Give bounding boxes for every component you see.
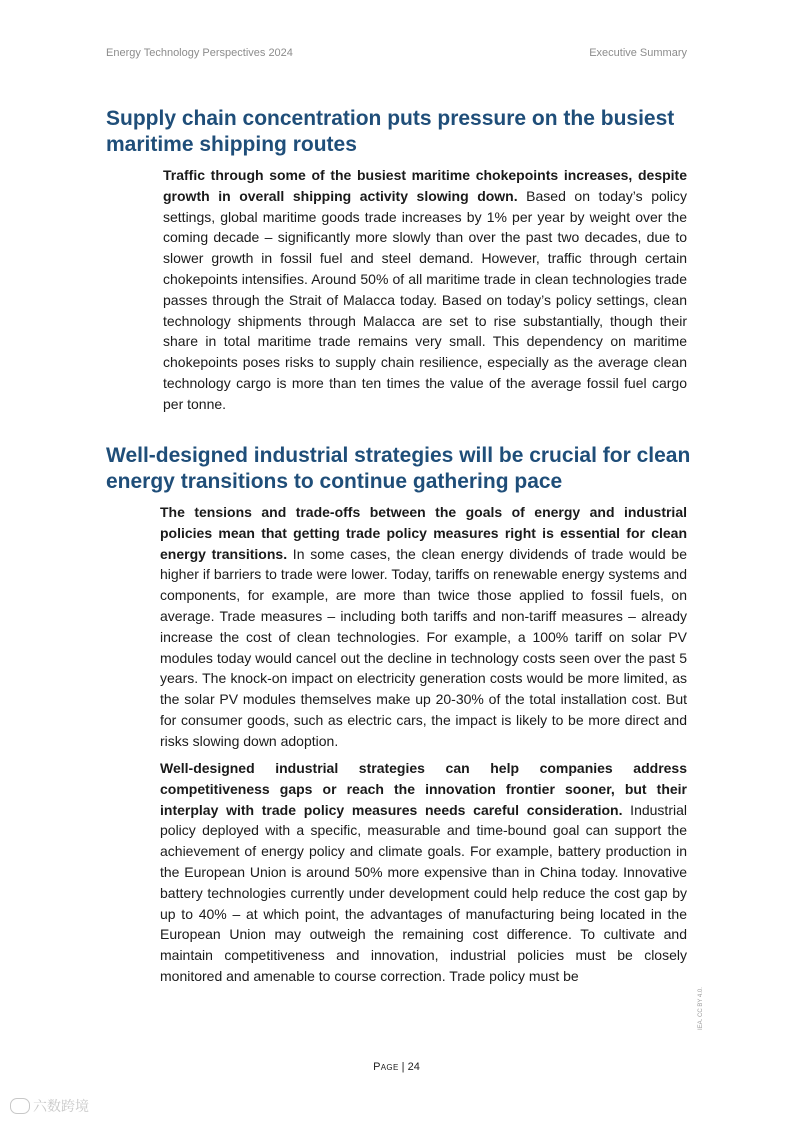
paragraph-body: Industrial policy deployed with a specific, measurable and time-bound goal can support the achievement of energy policy and climate goals. For example, battery production in the European Union is around 50% more expensive than in China today. Innovative battery technologies currently under development could help reduce the cost gap by up to 40% – at which point, the advantages of manufacturing being located in the European Union may outweigh the remaining cost difference. To cultivate and maintain competitiveness and innovation, industrial policies must be closely monitored and amenable to course correction. Trade policy must be xyxy=(160,801,687,984)
watermark-logo-icon xyxy=(10,1098,30,1114)
page-separator: | xyxy=(401,1061,405,1073)
paragraph-industrial-strategies xyxy=(160,758,687,987)
page-footer xyxy=(0,1061,793,1073)
license-credit: IEA. CC BY 4.0. xyxy=(698,987,704,1030)
paragraph-lead: Traffic through some of the busiest maritime chokepoints increases, despite growth in overall shipping activity slowing down. xyxy=(163,167,687,204)
section-heading-supply-chain: Supply chain concentration puts pressure on the busiest maritime shipping routes xyxy=(106,107,675,156)
running-header-title: Energy Technology Perspectives 2024 xyxy=(106,47,293,59)
paragraph-lead: Well-designed industrial strategies can help companies address competitiveness gaps or reach the innovation frontier sooner, but their interplay with trade policy measures needs careful consideration. xyxy=(160,760,687,818)
paragraph-maritime-chokepoints xyxy=(163,165,687,415)
watermark-text: 六数跨境 xyxy=(33,1098,89,1114)
page-number: 24 xyxy=(407,1061,420,1073)
section-heading-industrial-strategies: Well-designed industrial strategies will be crucial for clean energy transitions to continue gathering pace xyxy=(106,444,691,493)
paragraph-trade-policy xyxy=(160,502,687,752)
paragraph-body: In some cases, the clean energy dividends of trade would be higher if barriers to trade were lower. Today, tariffs on renewable energy systems and components, for example, are more than twice those applied to fossil fuels, on average. Trade measures – including both tariffs and non-tariff measures – already increase the cost of clean technologies. For example, a 100% tariff on solar PV modules today would cancel out the decline in technology costs seen over the past 5 years. The knock-on impact on electricity generation costs would be more limited, as the solar PV modules themselves make up 20-30% of the total installation cost. But for consumer goods, such as electric cars, the impact is likely to be more direct and risks slowing down adoption. xyxy=(160,545,687,749)
paragraph-body: Based on today’s policy settings, global maritime goods trade increases by 1% per year by weight over the coming decade – significantly more slowly than over the past two decades, due to slower growth in fossil fuel and steel demand. However, traffic through certain chokepoints intensifies. Around 50% of all maritime trade in clean technologies trade passes through the Strait of Malacca today. Based on today’s policy settings, clean technology shipments through Malacca are set to rise substantially, though their share in total maritime trade remains very small. This dependency on maritime chokepoints poses risks to supply chain resilience, especially as the average clean technology cargo is more than ten times the value of the average fossil fuel cargo per tonne. xyxy=(163,187,687,412)
running-header-section: Executive Summary xyxy=(589,47,687,59)
watermark xyxy=(10,1096,89,1116)
page-label: Page xyxy=(373,1061,399,1073)
paragraph-lead: The tensions and trade-offs between the goals of energy and industrial policies mean that getting trade policy measures right is essential for clean energy transitions. xyxy=(160,504,687,562)
